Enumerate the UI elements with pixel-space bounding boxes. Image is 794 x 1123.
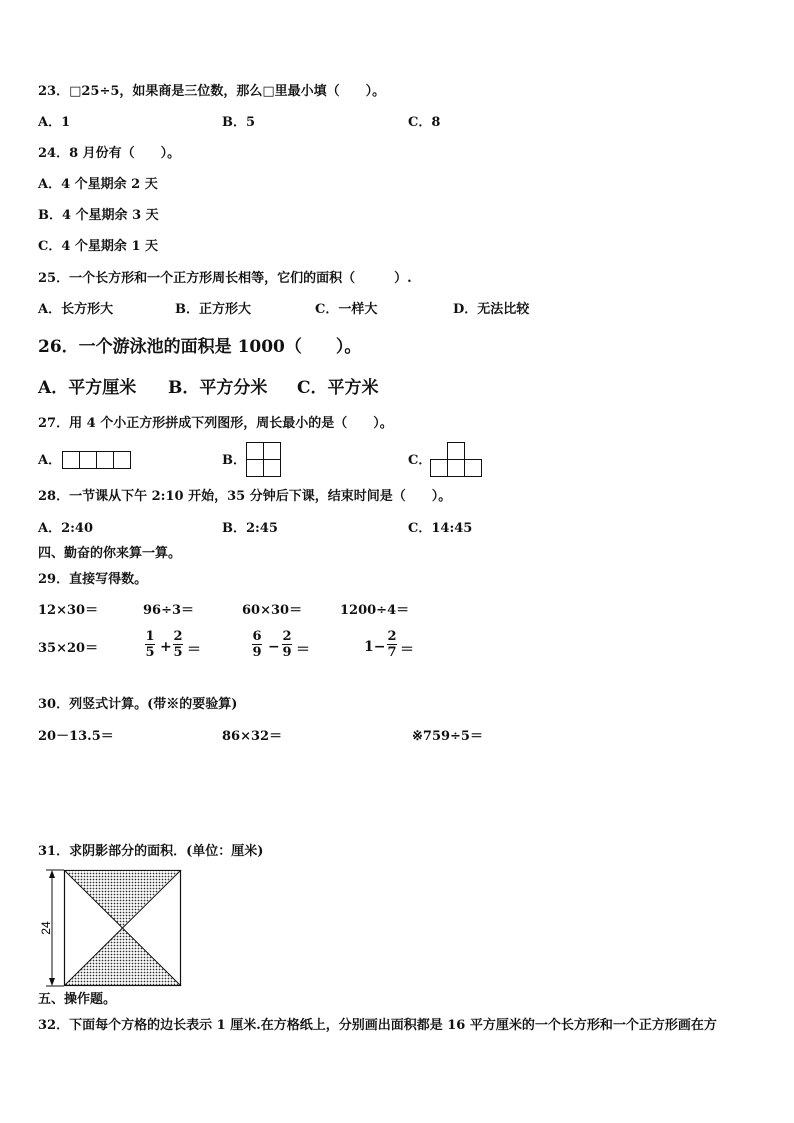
q25-option-a: A．长方形大: [38, 302, 114, 317]
t-shape-figure: [430, 442, 486, 478]
fraction-numerator: 2: [282, 629, 292, 644]
q27-option-a: A．: [38, 453, 62, 468]
q24-option-a: A．4 个星期余 2 天: [38, 177, 158, 192]
fraction-one-fifth: [145, 630, 155, 659]
q25-option-d: D．无法比较: [453, 302, 530, 317]
fraction-denominator: 9: [282, 645, 292, 660]
q32-stem: 32．下面每个方格的边长表示 1 厘米.在方格纸上，分别画出面积都是 16 平方厘米的一个长方形和一个正方形画在方: [38, 1018, 717, 1033]
q30-stem: 30．列竖式计算。(带※的要验算): [38, 697, 238, 712]
fraction-numerator: 6: [252, 629, 262, 644]
section-five-heading: 五、操作题。: [38, 992, 117, 1007]
q30-item-3: ※759÷5＝: [412, 729, 483, 744]
fraction-numerator: 2: [173, 629, 183, 644]
q23-option-c: C．8: [408, 115, 441, 130]
q28-option-c: C．14:45: [408, 521, 473, 536]
q23-stem: 23．□25÷5，如果商是三位数，那么□里最小填（ ）。: [38, 84, 386, 99]
two-by-two-square-figure: [246, 442, 282, 478]
q25-stem: 25．一个长方形和一个正方形周长相等，它们的面积（ ）.: [38, 271, 412, 286]
q29-item-3: 60×30＝: [242, 603, 303, 618]
equals-sign: ＝: [400, 642, 414, 658]
q24-option-b: B．4 个星期余 3 天: [38, 208, 159, 223]
q29-item-5: 35×20＝: [38, 641, 99, 656]
q28-option-b: B．2:45: [222, 521, 278, 536]
fraction-numerator: 1: [145, 629, 155, 644]
arrow-up-icon: [49, 870, 55, 878]
q25-option-c: C．一样大: [315, 302, 378, 317]
q24-stem: 24．8 月份有（ ）。: [38, 146, 181, 161]
top-shaded-triangle: [65, 871, 181, 929]
q27-option-b: B．: [222, 453, 246, 468]
fraction-denominator: 5: [145, 645, 155, 660]
fraction-denominator: 9: [252, 645, 262, 660]
q28-stem: 28．一节课从下午 2:10 开始，35 分钟后下课，结束时间是（ ）。: [38, 489, 452, 504]
fraction-six-ninths: [252, 630, 262, 659]
q30-item-2: 86×32＝: [222, 729, 283, 744]
q24-option-c: C．4 个星期余 1 天: [38, 239, 159, 254]
shaded-triangles-figure: [38, 866, 188, 990]
q31-stem: 31．求阴影部分的面积．(单位：厘米): [38, 844, 264, 859]
q27-option-c: C．: [408, 453, 432, 468]
bottom-shaded-triangle: [65, 928, 181, 986]
four-squares-row-figure: [62, 451, 132, 471]
equals-sign: ＝: [187, 642, 201, 658]
q26-option-b: B．平方分米: [168, 378, 268, 398]
q23-option-b: B．5: [222, 115, 256, 130]
q26-option-c: C．平方米: [297, 378, 379, 398]
q29-item-2: 96÷3＝: [143, 603, 195, 618]
q26-stem: 26．一个游泳池的面积是 1000（ ）。: [38, 337, 362, 357]
q27-stem: 27．用 4 个小正方形拼成下列图形，周长最小的是（ ）。: [38, 416, 393, 431]
fraction-numerator: 2: [387, 629, 397, 644]
one-minus: 1−: [364, 639, 386, 655]
q29-stem: 29．直接写得数。: [38, 572, 148, 587]
fraction-two-ninths: [282, 630, 292, 659]
fraction-two-fifths: [173, 630, 183, 659]
q25-option-b: B．正方形大: [175, 302, 251, 317]
dimension-label: 24: [39, 921, 54, 935]
q28-option-a: A．2:40: [38, 521, 94, 536]
q29-item-1: 12×30＝: [38, 603, 99, 618]
plus-sign: +: [160, 639, 172, 655]
fraction-two-sevenths: [387, 630, 397, 659]
fraction-denominator: 7: [387, 645, 397, 660]
fraction-denominator: 5: [173, 645, 183, 660]
minus-sign: −: [268, 639, 280, 655]
q29-item-4: 1200÷4＝: [340, 603, 410, 618]
q26-option-a: A．平方厘米: [38, 378, 137, 398]
q23-option-a: A．1: [38, 115, 71, 130]
section-four-heading: 四、勤奋的你来算一算。: [38, 546, 182, 561]
arrow-down-icon: [49, 978, 55, 986]
q30-item-1: 20－13.5＝: [38, 729, 114, 744]
equals-sign: ＝: [296, 642, 310, 658]
